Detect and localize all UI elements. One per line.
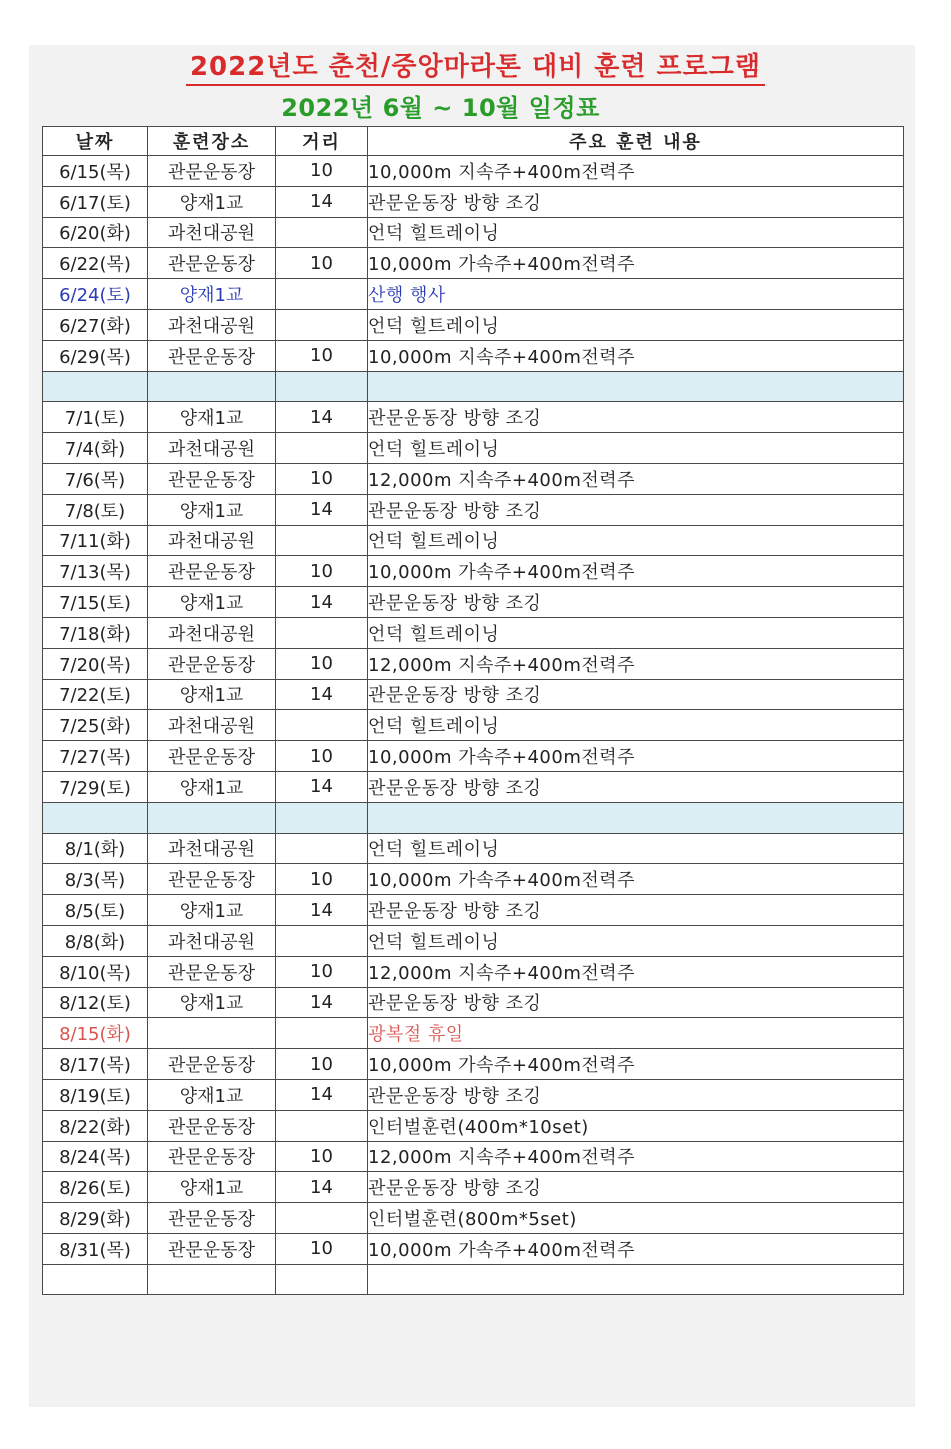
- content-cell: 인터벌훈련(800m*5set): [368, 1203, 904, 1234]
- distance-cell: [276, 279, 368, 310]
- column-header-distance: 거리: [276, 127, 368, 156]
- distance-cell: 14: [276, 679, 368, 710]
- date-cell: 7/13(목): [43, 556, 148, 587]
- place-cell: 과천대공원: [148, 433, 276, 464]
- date-cell: [43, 802, 148, 833]
- place-cell: 관문운동장: [148, 1110, 276, 1141]
- schedule-table: [42, 126, 904, 1295]
- content-cell: 12,000m 지속주+400m전력주: [368, 1141, 904, 1172]
- distance-cell: 14: [276, 186, 368, 217]
- place-cell: [148, 1264, 276, 1295]
- distance-cell: [276, 802, 368, 833]
- table-row: [43, 494, 904, 525]
- distance-cell: 10: [276, 463, 368, 494]
- distance-cell: [276, 710, 368, 741]
- table-row: [43, 156, 904, 187]
- table-row: [43, 1172, 904, 1203]
- table-row: [43, 987, 904, 1018]
- document-subtitle: 2022년 6월 ~ 10월 일정표: [281, 94, 600, 122]
- date-cell: 8/24(목): [43, 1141, 148, 1172]
- content-cell: [368, 1264, 904, 1295]
- date-cell: 7/15(토): [43, 587, 148, 618]
- table-row: [43, 433, 904, 464]
- date-cell: 7/1(토): [43, 402, 148, 433]
- table-row: [43, 1079, 904, 1110]
- place-cell: [148, 1018, 276, 1049]
- table-row: [43, 648, 904, 679]
- date-cell: 8/26(토): [43, 1172, 148, 1203]
- distance-cell: 14: [276, 987, 368, 1018]
- distance-cell: [276, 433, 368, 464]
- place-cell: 양재1교: [148, 771, 276, 802]
- content-cell: 언덕 힐트레이닝: [368, 833, 904, 864]
- distance-cell: [276, 217, 368, 248]
- content-cell: 12,000m 지속주+400m전력주: [368, 463, 904, 494]
- place-cell: [148, 802, 276, 833]
- table-row: [43, 895, 904, 926]
- distance-cell: 14: [276, 771, 368, 802]
- place-cell: 관문운동장: [148, 864, 276, 895]
- distance-cell: 10: [276, 1233, 368, 1264]
- distance-cell: 10: [276, 864, 368, 895]
- date-cell: 8/5(토): [43, 895, 148, 926]
- date-cell: 6/27(화): [43, 309, 148, 340]
- content-cell: 언덕 힐트레이닝: [368, 525, 904, 556]
- content-cell: 관문운동장 방향 조깅: [368, 771, 904, 802]
- distance-cell: [276, 833, 368, 864]
- place-cell: 양재1교: [148, 402, 276, 433]
- title-text: 2022년도 춘천/중앙마라톤 대비 훈련 프로그램: [186, 52, 765, 86]
- date-cell: [43, 371, 148, 402]
- place-cell: 관문운동장: [148, 956, 276, 987]
- table-row: [43, 525, 904, 556]
- date-cell: 8/22(화): [43, 1110, 148, 1141]
- content-cell: 관문운동장 방향 조깅: [368, 587, 904, 618]
- date-cell: 7/18(화): [43, 617, 148, 648]
- content-cell: 10,000m 가속주+400m전력주: [368, 248, 904, 279]
- place-cell: 과천대공원: [148, 217, 276, 248]
- date-cell: 7/6(목): [43, 463, 148, 494]
- content-cell: 10,000m 가속주+400m전력주: [368, 1049, 904, 1080]
- place-cell: 관문운동장: [148, 1049, 276, 1080]
- table-row: [43, 1233, 904, 1264]
- place-cell: 관문운동장: [148, 463, 276, 494]
- table-row: [43, 402, 904, 433]
- content-cell: 10,000m 가속주+400m전력주: [368, 556, 904, 587]
- distance-cell: [276, 1018, 368, 1049]
- date-cell: 7/22(토): [43, 679, 148, 710]
- place-cell: 관문운동장: [148, 1141, 276, 1172]
- content-cell: 12,000m 지속주+400m전력주: [368, 956, 904, 987]
- place-cell: 관문운동장: [148, 741, 276, 772]
- distance-cell: [276, 1110, 368, 1141]
- distance-cell: 14: [276, 1079, 368, 1110]
- table-row: [43, 864, 904, 895]
- date-cell: 6/17(토): [43, 186, 148, 217]
- table-row: [43, 1110, 904, 1141]
- distance-cell: 10: [276, 156, 368, 187]
- content-cell: 관문운동장 방향 조깅: [368, 1079, 904, 1110]
- schedule-body: [43, 156, 904, 1295]
- place-cell: 과천대공원: [148, 525, 276, 556]
- content-cell: [368, 371, 904, 402]
- document-title: [0, 46, 951, 83]
- content-cell: 관문운동장 방향 조깅: [368, 402, 904, 433]
- distance-cell: [276, 309, 368, 340]
- table-row: [43, 587, 904, 618]
- table-row: [43, 463, 904, 494]
- distance-cell: 14: [276, 587, 368, 618]
- content-cell: 10,000m 가속주+400m전력주: [368, 741, 904, 772]
- place-cell: 양재1교: [148, 494, 276, 525]
- distance-cell: 14: [276, 494, 368, 525]
- separator-row: [43, 371, 904, 402]
- table-row: [43, 1203, 904, 1234]
- place-cell: 과천대공원: [148, 833, 276, 864]
- date-cell: 8/8(화): [43, 925, 148, 956]
- place-cell: 양재1교: [148, 186, 276, 217]
- distance-cell: [276, 371, 368, 402]
- date-cell: 7/4(화): [43, 433, 148, 464]
- table-row: [43, 340, 904, 371]
- place-cell: 관문운동장: [148, 648, 276, 679]
- date-cell: 8/29(화): [43, 1203, 148, 1234]
- place-cell: 과천대공원: [148, 309, 276, 340]
- date-cell: 8/31(목): [43, 1233, 148, 1264]
- distance-cell: 14: [276, 1172, 368, 1203]
- place-cell: 관문운동장: [148, 156, 276, 187]
- distance-cell: [276, 1264, 368, 1295]
- distance-cell: 14: [276, 402, 368, 433]
- table-row: [43, 217, 904, 248]
- table-row: [43, 1018, 904, 1049]
- content-cell: 10,000m 지속주+400m전력주: [368, 156, 904, 187]
- place-cell: 양재1교: [148, 587, 276, 618]
- date-cell: 8/10(목): [43, 956, 148, 987]
- distance-cell: 10: [276, 556, 368, 587]
- place-cell: 양재1교: [148, 1172, 276, 1203]
- table-row: [43, 925, 904, 956]
- date-cell: 7/20(목): [43, 648, 148, 679]
- date-cell: 8/19(토): [43, 1079, 148, 1110]
- date-cell: 7/27(목): [43, 741, 148, 772]
- content-cell: 언덕 힐트레이닝: [368, 433, 904, 464]
- distance-cell: 10: [276, 741, 368, 772]
- table-row: [43, 248, 904, 279]
- place-cell: 관문운동장: [148, 1203, 276, 1234]
- content-cell: 언덕 힐트레이닝: [368, 925, 904, 956]
- place-cell: 과천대공원: [148, 710, 276, 741]
- table-row: [43, 833, 904, 864]
- place-cell: 양재1교: [148, 895, 276, 926]
- content-cell: [368, 802, 904, 833]
- distance-cell: 10: [276, 248, 368, 279]
- date-cell: 7/11(화): [43, 525, 148, 556]
- date-cell: 8/12(토): [43, 987, 148, 1018]
- table-row: [43, 1049, 904, 1080]
- content-cell: 관문운동장 방향 조깅: [368, 186, 904, 217]
- distance-cell: [276, 1203, 368, 1234]
- date-cell: 6/15(목): [43, 156, 148, 187]
- place-cell: 관문운동장: [148, 248, 276, 279]
- content-cell: 언덕 힐트레이닝: [368, 309, 904, 340]
- date-cell: 7/29(토): [43, 771, 148, 802]
- place-cell: 양재1교: [148, 279, 276, 310]
- place-cell: 관문운동장: [148, 556, 276, 587]
- distance-cell: [276, 617, 368, 648]
- table-row: [43, 186, 904, 217]
- content-cell: 10,000m 가속주+400m전력주: [368, 1233, 904, 1264]
- column-header-place: 훈련장소: [148, 127, 276, 156]
- content-cell: 관문운동장 방향 조깅: [368, 895, 904, 926]
- date-cell: 8/3(목): [43, 864, 148, 895]
- content-cell: 언덕 힐트레이닝: [368, 217, 904, 248]
- content-cell: 관문운동장 방향 조깅: [368, 1172, 904, 1203]
- content-cell: 10,000m 지속주+400m전력주: [368, 340, 904, 371]
- place-cell: 양재1교: [148, 679, 276, 710]
- table-row: [43, 1141, 904, 1172]
- table-row: [43, 679, 904, 710]
- date-cell: 7/8(토): [43, 494, 148, 525]
- date-cell: 7/25(화): [43, 710, 148, 741]
- content-cell: 인터벌훈련(400m*10set): [368, 1110, 904, 1141]
- content-cell: 관문운동장 방향 조깅: [368, 679, 904, 710]
- date-cell: 6/29(목): [43, 340, 148, 371]
- place-cell: 과천대공원: [148, 617, 276, 648]
- table-row: [43, 556, 904, 587]
- column-header-content: 주요 훈련 내용: [368, 127, 904, 156]
- date-cell: 6/22(목): [43, 248, 148, 279]
- place-cell: 양재1교: [148, 987, 276, 1018]
- table-row: [43, 710, 904, 741]
- content-cell: 관문운동장 방향 조깅: [368, 494, 904, 525]
- content-cell: 광복절 휴일: [368, 1018, 904, 1049]
- separator-row: [43, 802, 904, 833]
- table-row: [43, 771, 904, 802]
- place-cell: 관문운동장: [148, 1233, 276, 1264]
- table-row: [43, 279, 904, 310]
- content-cell: 언덕 힐트레이닝: [368, 617, 904, 648]
- distance-cell: 10: [276, 648, 368, 679]
- date-cell: [43, 1264, 148, 1295]
- table-row: [43, 309, 904, 340]
- content-cell: 10,000m 가속주+400m전력주: [368, 864, 904, 895]
- distance-cell: 10: [276, 1049, 368, 1080]
- table-row: [43, 741, 904, 772]
- table-row: [43, 1264, 904, 1295]
- date-cell: 6/24(토): [43, 279, 148, 310]
- distance-cell: 10: [276, 956, 368, 987]
- date-cell: 8/17(목): [43, 1049, 148, 1080]
- place-cell: 양재1교: [148, 1079, 276, 1110]
- table-row: [43, 617, 904, 648]
- content-cell: 관문운동장 방향 조깅: [368, 987, 904, 1018]
- content-cell: 산행 행사: [368, 279, 904, 310]
- distance-cell: 10: [276, 340, 368, 371]
- place-cell: 관문운동장: [148, 340, 276, 371]
- date-cell: 8/1(화): [43, 833, 148, 864]
- content-cell: 12,000m 지속주+400m전력주: [368, 648, 904, 679]
- date-cell: 8/15(화): [43, 1018, 148, 1049]
- distance-cell: [276, 925, 368, 956]
- content-cell: 언덕 힐트레이닝: [368, 710, 904, 741]
- distance-cell: 10: [276, 1141, 368, 1172]
- column-header-date: 날짜: [43, 127, 148, 156]
- table-row: [43, 956, 904, 987]
- place-cell: [148, 371, 276, 402]
- place-cell: 과천대공원: [148, 925, 276, 956]
- header-row: [43, 127, 904, 156]
- distance-cell: 14: [276, 895, 368, 926]
- distance-cell: [276, 525, 368, 556]
- date-cell: 6/20(화): [43, 217, 148, 248]
